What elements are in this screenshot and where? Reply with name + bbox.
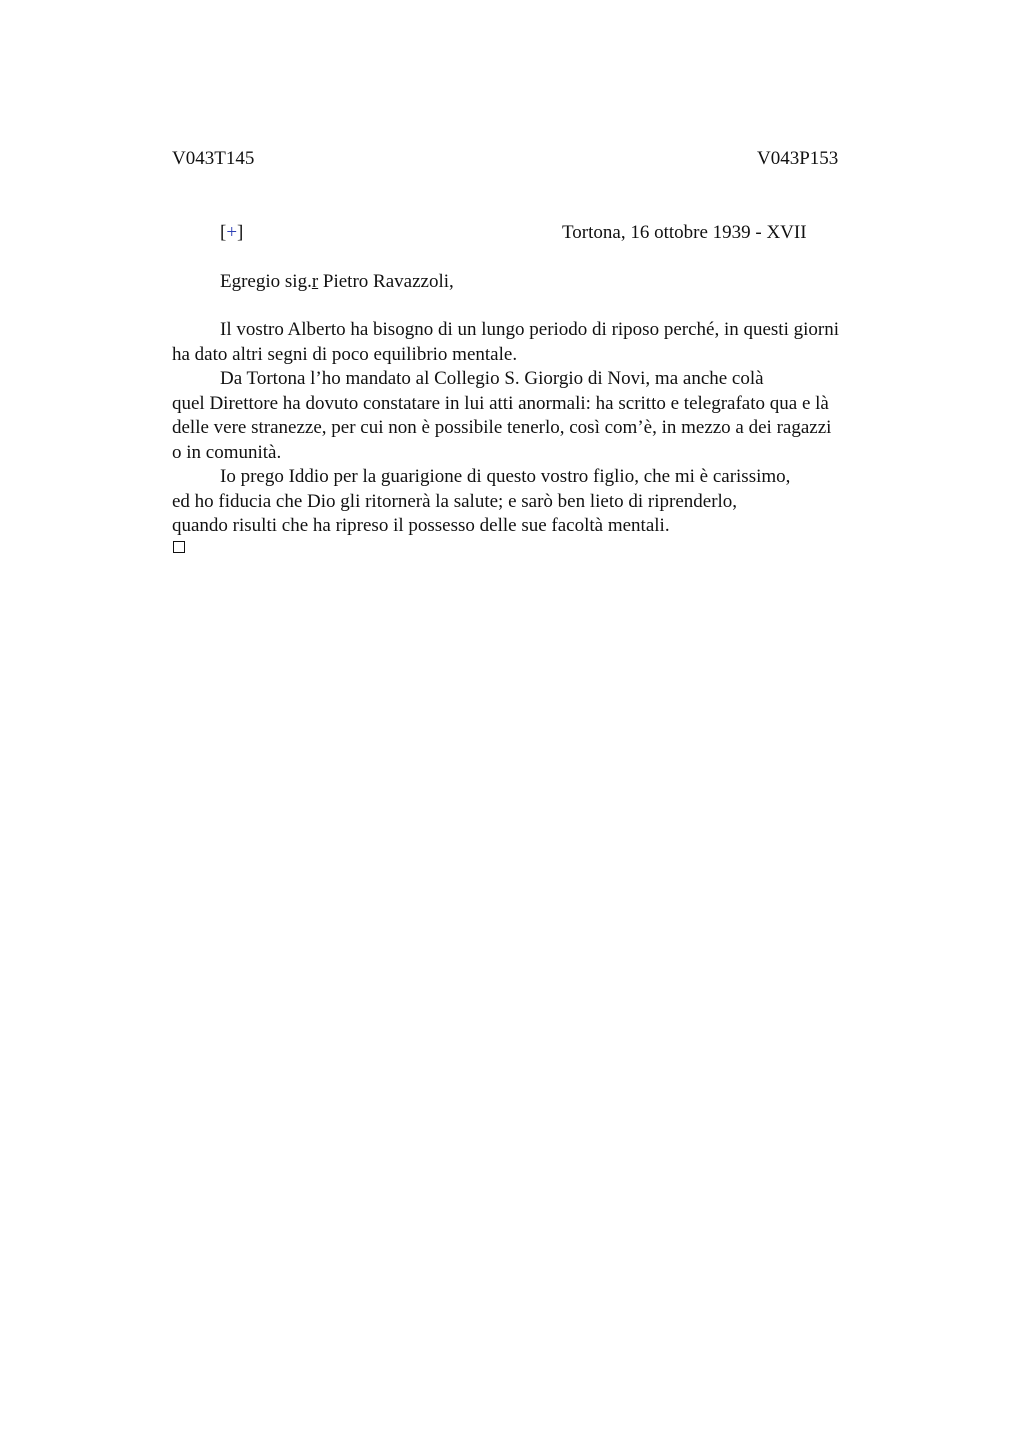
body-line: o in comunità. <box>172 441 282 463</box>
reference-code-left: V043T145 <box>172 148 255 169</box>
salutation-prefix: Egregio sig. <box>220 271 312 292</box>
end-of-text-box-icon <box>173 541 185 553</box>
letter-body <box>172 318 912 539</box>
body-line: ed ho fiducia che Dio gli ritornerà la salute; e sarò ben lieto di riprenderlo, <box>172 490 738 512</box>
salutation-abbrev-r: r <box>311 271 319 292</box>
letter-date: Tortona, 16 ottobre 1939 - XVII <box>562 222 807 243</box>
body-line: Il vostro Alberto ha bisogno di un lungo periodo di riposo perché, in questi giorni <box>220 319 840 340</box>
salutation-name: Pietro Ravazzoli, <box>318 271 454 292</box>
body-line: Da Tortona l’ho mandato al Collegio S. Giorgio di Novi, ma anche colà <box>220 368 764 389</box>
body-line: ha dato altri segni di poco equilibrio mentale. <box>172 343 518 365</box>
body-line: quel Direttore ha dovuto constatare in lui atti anormali: ha scritto e telegrafato qua e là <box>172 392 829 414</box>
cross-mark-open: [ <box>220 222 227 243</box>
body-line: quando risulti che ha ripreso il possesso delle sue facoltà mentali. <box>172 515 670 536</box>
cross-mark-plus: + <box>226 222 238 243</box>
cross-mark <box>220 222 243 244</box>
body-line: Io prego Iddio per la guarigione di questo vostro figlio, che mi è carissimo, <box>220 466 791 487</box>
reference-code-right: V043P153 <box>757 148 839 169</box>
cross-mark-close: ] <box>237 222 244 243</box>
salutation <box>220 271 454 293</box>
body-line: delle vere stranezze, per cui non è possibile tenerlo, così com’è, in mezzo a dei ragazzi <box>172 417 832 438</box>
